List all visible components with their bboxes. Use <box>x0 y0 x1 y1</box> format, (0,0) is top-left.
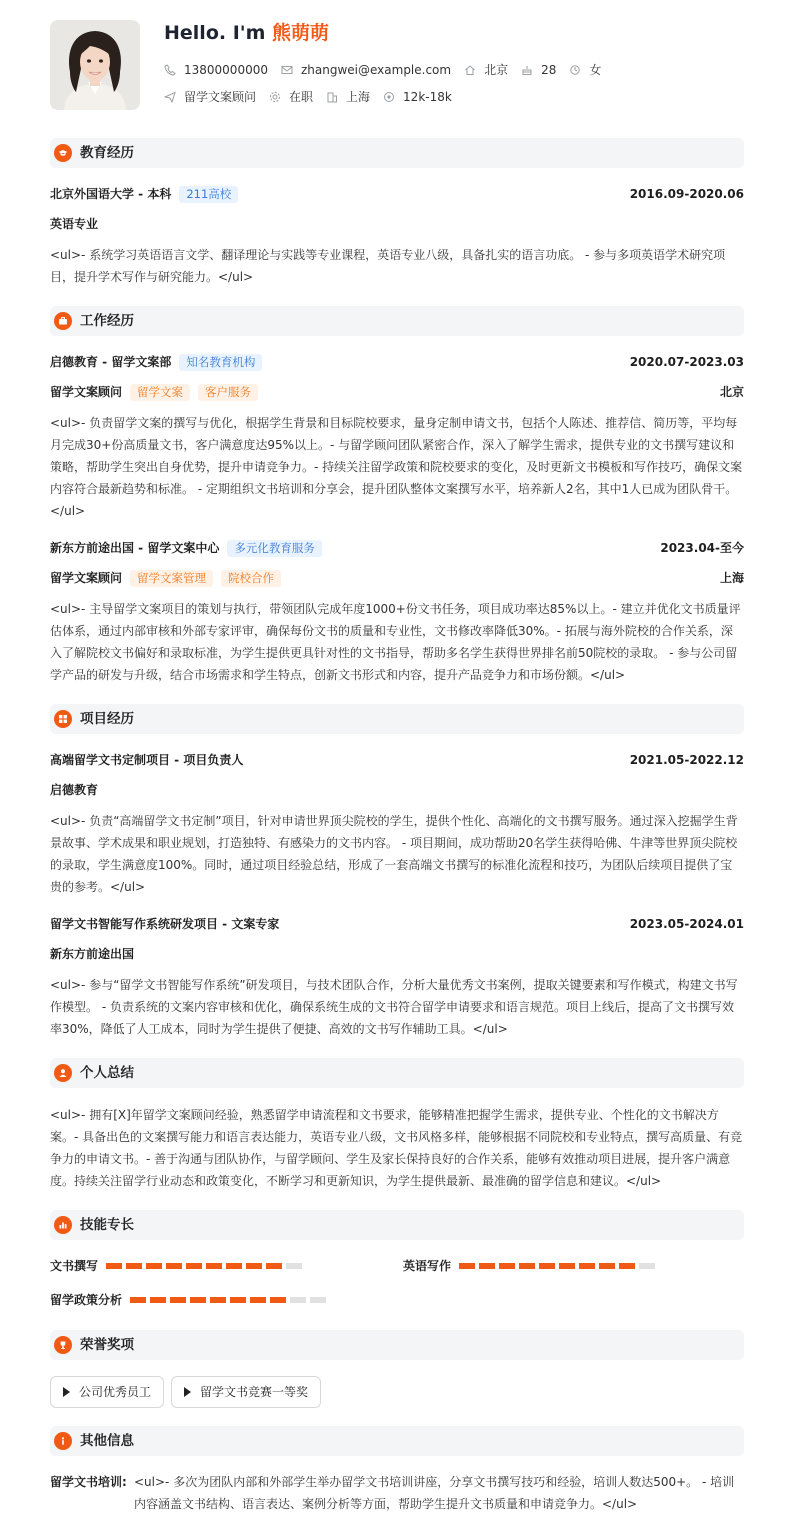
candidate-name: 熊萌萌 <box>272 22 330 44</box>
skill-level-empty <box>286 1263 302 1269</box>
work-city: 北京 <box>719 385 744 399</box>
status-item <box>269 87 313 107</box>
skill-level-filled <box>250 1297 266 1303</box>
school-name: 北京外国语大学 - 本科 <box>50 187 172 201</box>
status-text: 在职 <box>289 90 314 104</box>
phone-item <box>164 60 268 80</box>
home-icon <box>464 64 476 76</box>
job-text: 留学文案顾问 <box>184 90 257 104</box>
work-entry-header <box>50 351 744 373</box>
grid-icon <box>54 710 72 728</box>
section-education <box>50 138 744 168</box>
section-work <box>50 306 744 336</box>
project-entry-header <box>50 913 744 935</box>
avatar <box>50 20 140 110</box>
education-date: 2016.09-2020.06 <box>629 187 744 201</box>
project-title: 高端留学文书定制项目 - 项目负责人 <box>50 753 244 767</box>
city-item <box>326 87 370 107</box>
skill-level-filled <box>246 1263 262 1269</box>
gear-icon <box>269 91 281 103</box>
other-info-item <box>50 1471 744 1515</box>
skill-level-filled <box>599 1263 615 1269</box>
section-project <box>50 704 744 734</box>
skill-level-filled <box>166 1263 182 1269</box>
skill-level-filled <box>190 1297 206 1303</box>
section-title: 项目经历 <box>80 711 134 727</box>
section-title: 个人总结 <box>80 1065 134 1081</box>
gender-icon <box>569 64 581 76</box>
project-org: 启德教育 <box>50 783 99 797</box>
skill-level-empty <box>639 1263 655 1269</box>
skill-item <box>50 1289 330 1311</box>
education-entry-header <box>50 183 744 205</box>
skill-level-filled <box>499 1263 515 1269</box>
summary-text: <ul>- 拥有[X]年留学文案顾问经验，熟悉留学申请流程和文书要求，能够精准把握学生需求，提供专业、个性化的文书解决方案。- 具备出色的文案撰写能力和语言表达能力，英语专业八级，文书风格多样，能够根据不同院校和专业特点，撰写高质量、有竞争力的申请文书。- 善于沟通与团队协作，与留学顾问、学生及家长保持良好的合作关系，能够有效推动项目进展，提升客户满意度。持续关注留学行业动态和政策变化，不断学习和更新知识，为学生提供最新、最准确的留学信息和建议。</ul> <box>50 1108 743 1188</box>
section-honors <box>50 1330 744 1360</box>
job-info-row <box>164 87 465 107</box>
skill-level-empty <box>310 1297 326 1303</box>
project-date: 2021.05-2022.12 <box>629 753 744 767</box>
contact-row <box>164 60 614 80</box>
skill-level-filled <box>106 1263 122 1269</box>
section-other <box>50 1426 744 1456</box>
briefcase-icon <box>54 312 72 330</box>
role-name: 留学文案顾问 <box>50 385 123 399</box>
other-info-label: 留学文书培训: <box>50 1475 127 1489</box>
age-item <box>521 60 556 80</box>
section-title: 技能专长 <box>80 1217 134 1233</box>
resume-header <box>50 20 744 112</box>
trophy-icon <box>54 1336 72 1354</box>
education-major-row <box>50 213 744 235</box>
project-org-row <box>50 779 744 801</box>
salary-item <box>383 87 452 107</box>
role-tag: 客户服务 <box>198 384 258 401</box>
cake-icon <box>521 64 533 76</box>
greeting-text: Hello. I'm <box>164 22 272 44</box>
skill-level-filled <box>619 1263 635 1269</box>
skill-level-filled <box>130 1297 146 1303</box>
section-summary <box>50 1058 744 1088</box>
work-description: <ul>- 主导留学文案项目的策划与执行，带领团队完成年度1000+份文书任务，项目成功率达85%以上。- 建立并优化文书质量评估体系，通过内部审核和外部专家评审，确保每份文书的质量和专业性，文书修改率降低30%。- 拓展与海外院校的合作关系，深入了解院校文书偏好和录取标准，为学生提供更具针对性的文书指导，帮助多名学生获得世界排名前50院校的录取。 - 参与公司留学产品的研发与升级，结合市场需求和学生特点，创新文书形式和内容，提升产品竞争力和市场份额。</ul> <box>50 602 741 682</box>
gender-item <box>569 60 601 80</box>
project-description: <ul>- 参与“留学文书智能写作系统”研发项目，与技术团队合作，分析大量优秀文书案例，提取关键要素和写作模式，构建文书写作模型。 - 负责系统的文案内容审核和优化，确保系统生成的文书符合留学申请要求和语言规范。项目上线后，提高了文书撰写效率30%，降低了人工成本，同时为学生提供了便捷、高效的文书写作辅助工具。</ul> <box>50 978 738 1036</box>
award-text: 留学文书竞赛一等奖 <box>200 1385 309 1399</box>
skill-level-filled <box>579 1263 595 1269</box>
play-icon <box>184 1387 191 1397</box>
company-tag: 多元化教育服务 <box>227 540 322 557</box>
person-icon <box>54 1064 72 1082</box>
send-icon <box>164 91 176 103</box>
section-title: 工作经历 <box>80 313 134 329</box>
major-name: 英语专业 <box>50 217 99 231</box>
work-date: 2020.07-2023.03 <box>629 355 744 369</box>
skill-name: 留学政策分析 <box>50 1293 123 1307</box>
company-name: 启德教育 - 留学文案部 <box>50 355 172 369</box>
project-org: 新东方前途出国 <box>50 947 135 961</box>
skill-level-filled <box>459 1263 475 1269</box>
project-description: <ul>- 负责“高端留学文书定制”项目，针对申请世界顶尖院校的学生，提供个性化、高端化的文书撰写服务。通过深入挖掘学生背景故事、学术成果和职业规划，打造独特、有感染力的文书内容。 - 项目期间，成功帮助20名学生获得哈佛、牛津等世界顶尖院校的录取，学生满意度100%。同时，通过项目经验总结，形成了一套高端文书撰写的标准化流程和技巧，为团队后续项目提供了宝贵的参考。</ul> <box>50 814 738 894</box>
city-text: 上海 <box>346 90 371 104</box>
skill-level-filled <box>559 1263 575 1269</box>
location-item <box>464 60 508 80</box>
education-description: <ul>- 系统学习英语语言文学、翻译理论与实践等专业课程，英语专业八级，具备扎实的语言功底。 - 参与多项英语学术研究项目，提升学术写作与研究能力。</ul> <box>50 248 726 284</box>
skill-level-filled <box>266 1263 282 1269</box>
phone-text: 13800000000 <box>184 63 268 77</box>
skill-level-bar <box>106 1263 306 1269</box>
age-text: 28 <box>541 63 557 77</box>
company-tag: 知名教育机构 <box>179 354 262 371</box>
role-tag: 留学文案 <box>130 384 190 401</box>
company-name: 新东方前途出国 - 留学文案中心 <box>50 541 220 555</box>
project-date: 2023.05-2024.01 <box>629 917 744 931</box>
skill-level-filled <box>519 1263 535 1269</box>
award-badge <box>171 1376 321 1408</box>
section-title: 荣誉奖项 <box>80 1337 134 1353</box>
skill-level-empty <box>290 1297 306 1303</box>
skill-name: 文书撰写 <box>50 1259 99 1273</box>
award-text: 公司优秀员工 <box>79 1385 152 1399</box>
role-tag: 留学文案管理 <box>130 570 213 587</box>
skill-level-filled <box>206 1263 222 1269</box>
greeting-title <box>164 20 329 46</box>
skill-level-filled <box>230 1297 246 1303</box>
skill-level-filled <box>170 1297 186 1303</box>
project-org-row <box>50 943 744 965</box>
skill-level-filled <box>479 1263 495 1269</box>
skill-level-filled <box>270 1297 286 1303</box>
work-date: 2023.04-至今 <box>660 541 744 555</box>
graduation-cap-icon <box>54 144 72 162</box>
work-role-row <box>50 567 744 589</box>
skill-level-filled <box>150 1297 166 1303</box>
building-icon <box>326 91 338 103</box>
skill-level-filled <box>146 1263 162 1269</box>
skill-level-filled <box>210 1297 226 1303</box>
other-info-text: <ul>- 多次为团队内部和外部学生举办留学文书培训讲座，分享文书撰写技巧和经验，培训人数达500+。 - 培训内容涵盖文书结构、语言表达、案例分析等方面，帮助学生提升文书质量和申请竞争力。</ul> <box>134 1475 735 1511</box>
play-icon <box>63 1387 70 1397</box>
project-title: 留学文书智能写作系统研发项目 - 文案专家 <box>50 917 280 931</box>
role-name: 留学文案顾问 <box>50 571 123 585</box>
email-text: zhangwei@example.com <box>300 63 452 77</box>
skill-level-bar <box>459 1263 659 1269</box>
gender-text: 女 <box>589 63 602 77</box>
skill-level-filled <box>186 1263 202 1269</box>
work-city: 上海 <box>719 571 744 585</box>
skill-level-bar <box>130 1297 330 1303</box>
info-icon <box>54 1432 72 1450</box>
work-role-row <box>50 381 744 403</box>
skill-item <box>50 1255 306 1277</box>
role-tag: 院校合作 <box>221 570 281 587</box>
email-item <box>281 60 451 80</box>
section-skills <box>50 1210 744 1240</box>
location-text: 北京 <box>484 63 509 77</box>
bar-chart-icon <box>54 1216 72 1234</box>
section-title: 其他信息 <box>80 1433 134 1449</box>
skill-level-filled <box>539 1263 555 1269</box>
school-tag: 211高校 <box>179 186 238 203</box>
skill-name: 英语写作 <box>403 1259 452 1273</box>
work-entry-header <box>50 537 744 559</box>
section-title: 教育经历 <box>80 145 134 161</box>
skill-level-filled <box>126 1263 142 1269</box>
skill-item <box>403 1255 659 1277</box>
phone-icon <box>164 64 176 76</box>
job-item <box>164 87 256 107</box>
award-badge <box>50 1376 164 1408</box>
work-description: <ul>- 负责留学文案的撰写与优化，根据学生背景和目标院校要求，量身定制申请文书，包括个人陈述、推荐信、简历等，平均每月完成30+份高质量文书，客户满意度达95%以上。- 与留学顾问团队紧密合作，深入了解学生需求，提供专业的文书撰写建议和策略，帮助学生突出自身优势，提升申请竞争力。- 持续关注留学政策和院校要求的变化，及时更新文书模板和写作技巧，确保文案内容符合最新趋势和标准。 - 定期组织文书培训和分享会，提升团队整体文案撰写水平，培养新人2名，其中1人已成为团队骨干。</ul> <box>50 416 743 518</box>
coin-icon <box>383 91 395 103</box>
salary-text: 12k-18k <box>403 90 452 104</box>
project-entry-header <box>50 749 744 771</box>
skill-level-filled <box>226 1263 242 1269</box>
mail-icon <box>281 64 293 76</box>
